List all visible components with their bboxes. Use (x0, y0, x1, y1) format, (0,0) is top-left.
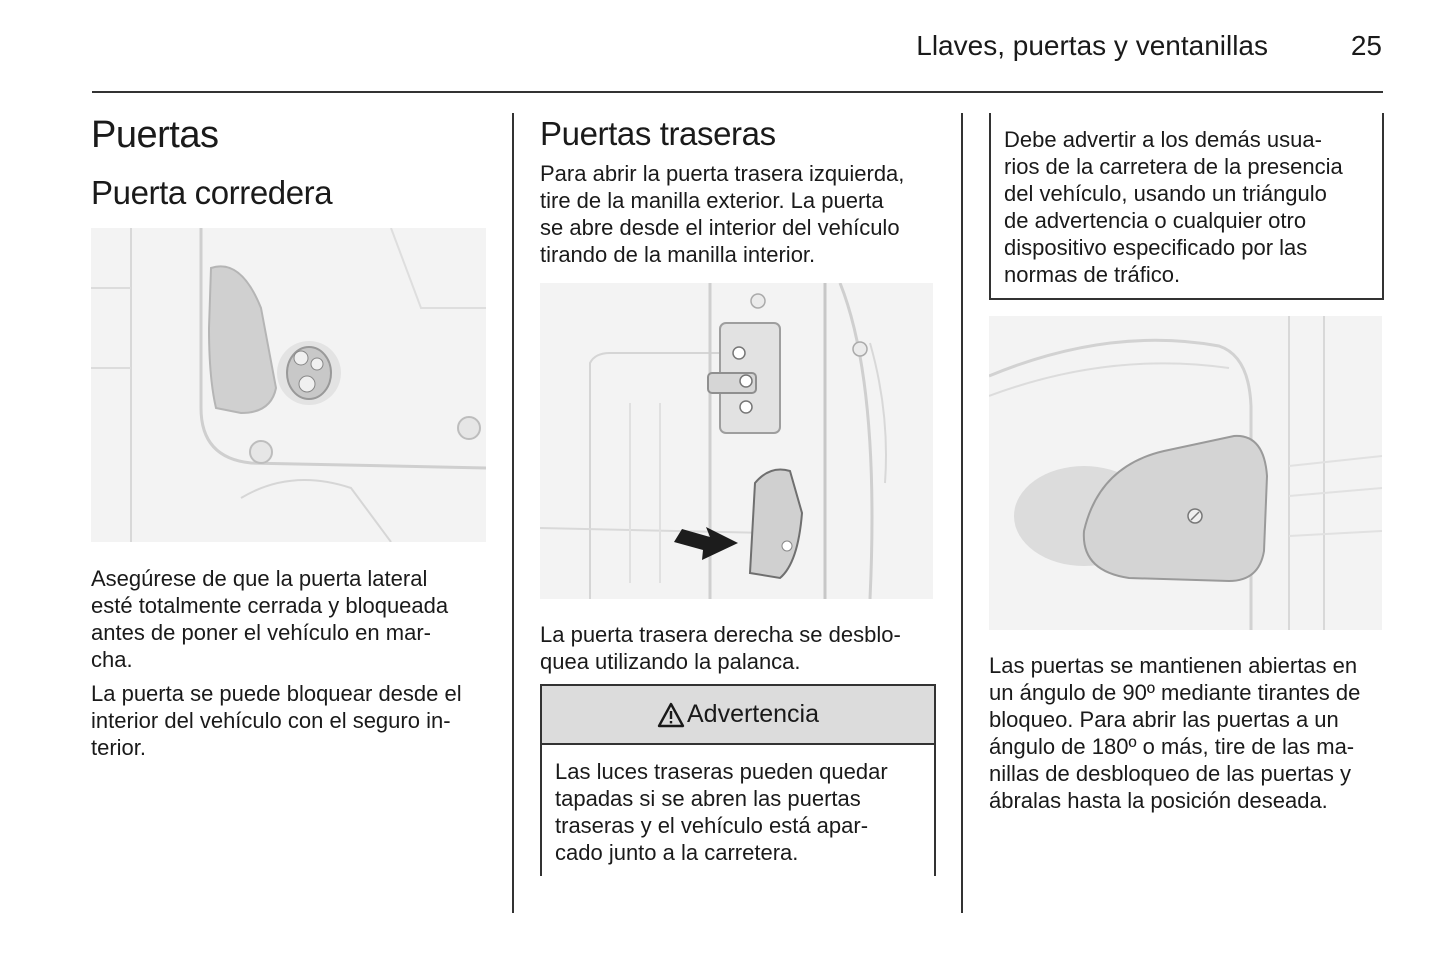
text-line: Asegúrese de que la puerta lateral (91, 566, 428, 591)
section-title: Llaves, puertas y ventanillas (916, 30, 1268, 61)
text-line: Debe advertir a los demás usua- (1004, 127, 1322, 152)
heading-puertas-traseras: Puertas traseras (540, 115, 776, 152)
text-line: cado junto a la carretera. (555, 840, 799, 865)
warning-text (555, 758, 888, 866)
text-line: cha. (91, 647, 133, 672)
subheading-puerta-corredera: Puerta corredera (91, 174, 333, 211)
text-line: tire de la manilla exterior. La puerta (540, 188, 884, 213)
heading-puertas: Puertas (91, 114, 219, 156)
header-divider (92, 91, 1383, 93)
text-line: ábralas hasta la posición deseada. (989, 788, 1328, 813)
text-line: La puerta se puede bloquear desde el (91, 681, 462, 706)
text-line: Las puertas se mantienen abiertas en (989, 653, 1358, 678)
column-divider-left (512, 113, 514, 913)
text-line: esté totalmente cerrada y bloqueada (91, 593, 449, 618)
paragraph-puertas-traseras-2 (540, 621, 901, 675)
text-line: de advertencia o cualquier otro (1004, 208, 1307, 233)
text-line: nillas de desbloqueo de las puertas y (989, 761, 1352, 786)
column-divider-right (961, 113, 963, 913)
sliding-door-figure (91, 228, 486, 542)
text-line: interior del vehículo con el seguro in- (91, 708, 451, 733)
text-line: normas de tráfico. (1004, 262, 1181, 287)
text-line: Las luces traseras pueden quedar (555, 759, 888, 784)
text-line: terior. (91, 735, 147, 760)
paragraph-puerta-corredera-1 (91, 565, 448, 673)
sliding-door-lock-icon (91, 228, 486, 542)
text-line: un ángulo de 90º mediante tirantes de (989, 680, 1361, 705)
text-line: traseras y el vehículo está apar- (555, 813, 869, 838)
warning-box (540, 684, 936, 876)
paragraph-puerta-corredera-2 (91, 680, 462, 761)
warning-header (542, 686, 934, 745)
text-line: del vehículo, usando un triángulo (1004, 181, 1327, 206)
paragraph-puertas-traseras-1 (540, 160, 904, 268)
notice-box (989, 113, 1384, 300)
notice-text (1004, 126, 1343, 288)
door-release-figure (989, 316, 1382, 630)
text-line: ángulo de 180º o más, tire de las ma- (989, 734, 1355, 759)
text-line: antes de poner el vehículo en mar- (91, 620, 431, 645)
text-line: rios de la carretera de la presencia (1004, 154, 1343, 179)
paragraph-tirantes-bloqueo (989, 652, 1360, 814)
warning-triangle-icon (657, 702, 685, 728)
text-line: bloqueo. Para abrir las puertas a un (989, 707, 1339, 732)
warning-title: Advertencia (686, 700, 820, 728)
text-line: tapadas si se abren las puertas (555, 786, 861, 811)
door-release-handle-icon (989, 316, 1382, 630)
text-line: Para abrir la puerta trasera izquierda, (540, 161, 905, 186)
text-line: tirando de la manilla interior. (540, 242, 816, 267)
page-number: 25 (1350, 30, 1382, 61)
rear-door-lever-icon (540, 283, 933, 599)
text-line: dispositivo especificado por las (1004, 235, 1308, 260)
text-line: La puerta trasera derecha se desblo- (540, 622, 901, 647)
text-line: se abre desde el interior del vehículo (540, 215, 900, 240)
text-line: quea utilizando la palanca. (540, 649, 801, 674)
rear-door-figure (540, 283, 933, 599)
